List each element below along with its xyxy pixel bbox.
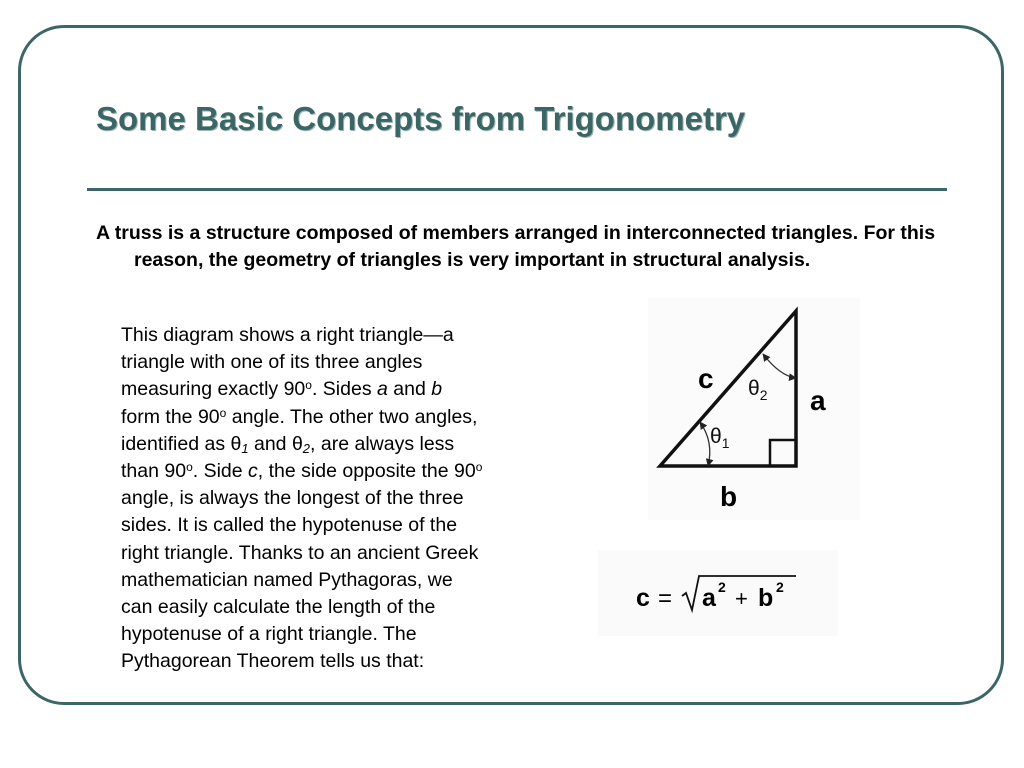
body-text-segment: than 90 bbox=[121, 460, 187, 483]
body-text-segment: measuring exactly 90 bbox=[121, 378, 306, 401]
right-angle-marker bbox=[770, 440, 796, 466]
body-text-segment: right triangle. Thanks to an ancient Greek bbox=[121, 541, 479, 564]
theta1-label: $\theta_1$ bbox=[710, 425, 730, 451]
body-text-segment: o bbox=[475, 460, 483, 475]
body-text-segment: c bbox=[248, 460, 258, 483]
formula-lhs: c bbox=[636, 584, 650, 612]
body-text-segment: angle. The other two angles, bbox=[226, 405, 478, 428]
body-line bbox=[121, 322, 551, 349]
body-text-segment: . Sides bbox=[311, 378, 377, 401]
body-paragraph bbox=[121, 322, 551, 676]
formula-term-b: b bbox=[758, 584, 774, 612]
body-text-segment: sides. It is called the hypotenuse of the bbox=[121, 514, 458, 537]
side-c-label: c bbox=[698, 363, 714, 394]
formula-exp-b: 2 bbox=[776, 579, 784, 595]
pythagorean-formula bbox=[598, 550, 838, 636]
body-text-segment: and bbox=[387, 378, 432, 401]
side-a-label: a bbox=[810, 385, 826, 416]
body-line bbox=[121, 376, 551, 403]
body-text-segment: b bbox=[431, 378, 443, 401]
body-text-segment: identified as θ bbox=[121, 432, 242, 455]
body-text-segment: , are always less bbox=[310, 432, 455, 455]
body-text-segment: and θ bbox=[248, 432, 303, 455]
body-line bbox=[121, 567, 551, 594]
body-text-segment: triangle with one of its three angles bbox=[121, 351, 423, 374]
body-line bbox=[121, 648, 551, 675]
body-text-segment: a bbox=[377, 378, 388, 401]
body-text-segment: , the side opposite the 90 bbox=[257, 460, 476, 483]
body-text-segment: 2 bbox=[302, 440, 311, 456]
body-text-segment: Pythagorean Theorem tells us that: bbox=[121, 650, 425, 673]
body-text-segment: This diagram shows a right triangle—a bbox=[121, 324, 454, 346]
body-text-segment: mathematician named Pythagoras, we bbox=[121, 568, 453, 591]
body-text-segment: o bbox=[186, 460, 193, 475]
slide-title: Some Basic Concepts from Trigonometry bbox=[96, 100, 746, 137]
theta1-arc bbox=[700, 422, 710, 466]
theta2-arc bbox=[763, 354, 796, 378]
theta2-label: $\theta_2$ bbox=[748, 377, 768, 403]
body-text-segment: o bbox=[305, 378, 312, 393]
body-text-segment: can easily calculate the length of the bbox=[121, 596, 436, 619]
triangle-svg bbox=[648, 298, 860, 520]
formula-term-a: a bbox=[702, 584, 716, 612]
intro-paragraph: A truss is a structure composed of members arranged in interconnected triangles. For this reason, the geometry of triangles is very important in structural analysis. bbox=[96, 222, 936, 271]
side-b-label: b bbox=[720, 481, 738, 512]
body-line bbox=[121, 512, 551, 539]
formula-equals: = bbox=[658, 585, 673, 612]
right-triangle-diagram bbox=[648, 298, 860, 520]
body-text-segment: . Side bbox=[192, 460, 249, 483]
body-line bbox=[121, 540, 551, 567]
body-text-segment: form the 90 bbox=[121, 405, 220, 428]
body-text-segment: 1 bbox=[241, 440, 249, 456]
formula-plus: + bbox=[735, 586, 748, 611]
formula-svg bbox=[598, 550, 838, 636]
body-line bbox=[121, 621, 551, 648]
body-line bbox=[121, 404, 551, 431]
body-line bbox=[121, 349, 551, 376]
formula-exp-a: 2 bbox=[718, 579, 726, 595]
body-line bbox=[121, 458, 551, 485]
body-text-segment: o bbox=[219, 405, 227, 420]
body-text-segment: angle, is always the longest of the three bbox=[121, 487, 464, 510]
body-line bbox=[121, 594, 551, 621]
body-text-segment: hypotenuse of a right triangle. The bbox=[121, 623, 417, 646]
title-divider bbox=[87, 188, 947, 191]
body-line bbox=[121, 431, 551, 458]
body-line bbox=[121, 485, 551, 512]
